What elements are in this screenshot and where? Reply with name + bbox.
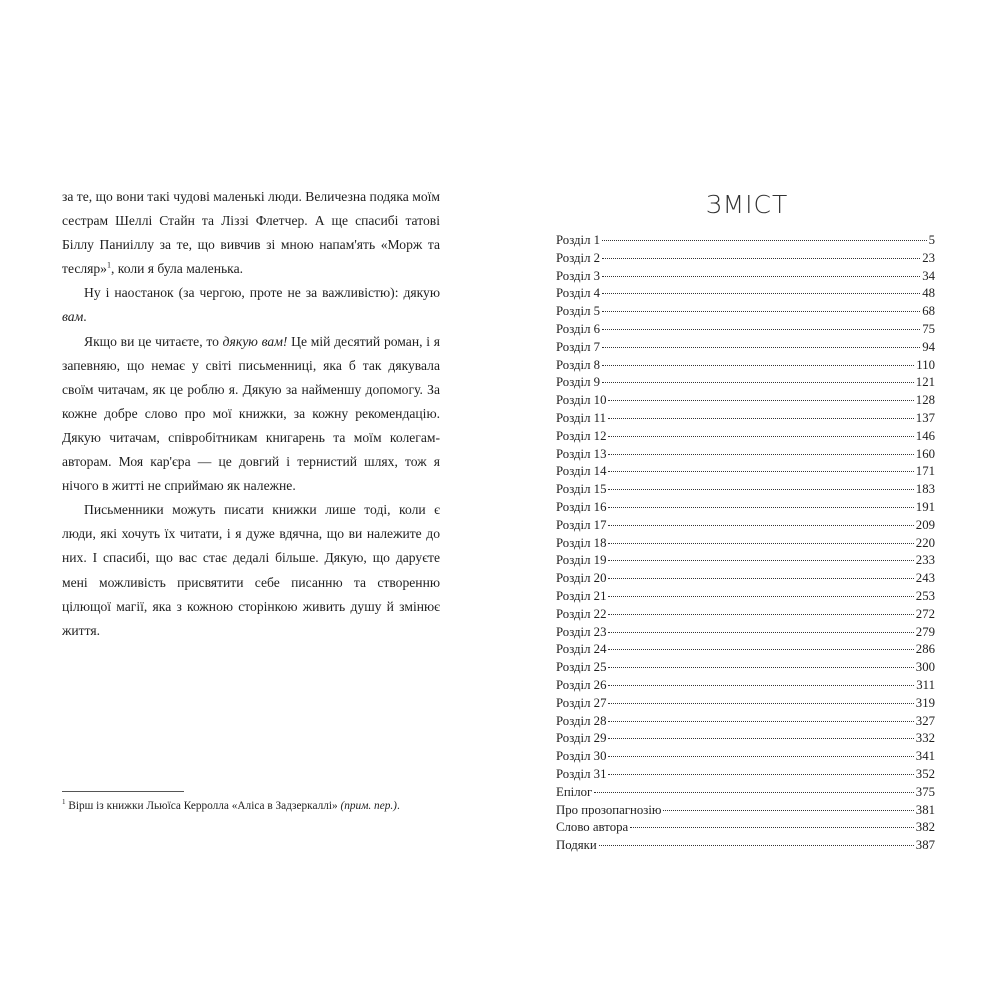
toc-dot-leader <box>608 578 913 579</box>
toc-dot-leader <box>608 418 914 419</box>
toc-entry-label: Слово автора <box>556 820 629 835</box>
paragraph-3-text-a: Якщо ви це читаєте, то <box>84 333 223 349</box>
toc-dot-leader <box>608 667 913 668</box>
toc-dot-leader <box>663 810 913 811</box>
toc-entry[interactable] <box>556 339 935 357</box>
toc-dot-leader <box>608 721 913 722</box>
toc-dot-leader <box>608 756 913 757</box>
toc-entry-label: Епілог <box>556 784 593 799</box>
footnote-reference[interactable]: 1 <box>106 260 111 270</box>
toc-entry-page: 387 <box>915 838 935 853</box>
toc-dot-leader <box>608 774 913 775</box>
toc-dot-leader <box>608 685 914 686</box>
toc-entry[interactable] <box>556 481 935 499</box>
toc-entry-label: Про прозопагнозію <box>556 802 662 817</box>
toc-entry-label: Розділ 14 <box>556 464 607 479</box>
toc-entry-page: 191 <box>915 499 935 514</box>
toc-entry-label: Розділ 3 <box>556 268 601 283</box>
toc-entry[interactable] <box>556 374 935 392</box>
toc-entry[interactable] <box>556 428 935 446</box>
toc-entry-page: 110 <box>916 357 935 372</box>
toc-entry[interactable] <box>556 730 935 748</box>
footnote <box>62 799 482 813</box>
toc-entry-page: 5 <box>928 233 935 247</box>
toc-entry-page: 68 <box>922 304 935 319</box>
toc-entry-label: Подяки <box>556 838 597 853</box>
toc-dot-leader <box>602 365 914 366</box>
toc-entry-label: Розділ 2 <box>556 250 601 265</box>
toc-dot-leader <box>602 382 914 383</box>
toc-entry-page: 375 <box>915 784 935 799</box>
toc-entry-label: Розділ 12 <box>556 428 607 443</box>
toc-dot-leader <box>608 489 913 490</box>
toc-dot-leader <box>602 258 920 259</box>
toc-entry-label: Розділ 7 <box>556 339 601 354</box>
toc-entry[interactable] <box>556 303 935 321</box>
toc-entry[interactable] <box>556 624 935 642</box>
toc-entry-page: 146 <box>915 428 935 443</box>
toc-entry-page: 341 <box>915 749 935 764</box>
toc-entry[interactable] <box>556 641 935 659</box>
paragraph-2-text-b: . <box>83 309 87 325</box>
toc-dot-leader <box>594 792 914 793</box>
toc-entry-page: 319 <box>915 695 935 710</box>
paragraph-3-italic: дякую вам! <box>222 333 288 349</box>
toc-entry[interactable] <box>556 659 935 677</box>
toc-entry-label: Розділ 26 <box>556 677 607 692</box>
toc-entry-label: Розділ 30 <box>556 749 607 764</box>
toc-entry-label: Розділ 25 <box>556 660 607 675</box>
toc-dot-leader <box>608 543 913 544</box>
toc-entry-label: Розділ 27 <box>556 695 607 710</box>
toc-entry[interactable] <box>556 819 935 837</box>
toc-entry-page: 382 <box>915 820 935 835</box>
toc-entry-label: Розділ 5 <box>556 304 601 319</box>
toc-entry-page: 220 <box>915 535 935 550</box>
toc-entry[interactable] <box>556 357 935 375</box>
toc-entry-label: Розділ 4 <box>556 286 601 301</box>
toc-dot-leader <box>602 347 920 348</box>
toc-entry-label: Розділ 6 <box>556 321 601 336</box>
toc-entry-page: 272 <box>915 606 935 621</box>
toc-entry-page: 209 <box>915 517 935 532</box>
table-of-contents <box>556 232 935 855</box>
toc-entry[interactable] <box>556 837 935 855</box>
toc-entry-label: Розділ 9 <box>556 375 601 390</box>
toc-dot-leader <box>608 703 913 704</box>
toc-entry[interactable] <box>556 713 935 731</box>
toc-entry-label: Розділ 24 <box>556 642 607 657</box>
toc-entry-page: 137 <box>915 410 935 425</box>
paragraph-2 <box>62 281 440 329</box>
toc-entry-page: 332 <box>915 731 935 746</box>
toc-entry-page: 286 <box>915 642 935 657</box>
toc-dot-leader <box>608 614 913 615</box>
toc-dot-leader <box>608 507 913 508</box>
paragraph-3-text-b: Це мій десятий роман, і я запевняю, що немає у світі письменниці, яка б так дякувала своїм читачам, як це роблю я. Дякую за найменшу допомогу. За кожне добре слово про мої книжки, за кожну рекомендацію. Дякую читачам, співробітникам книгарень та моїм колегам-авторам. Моя кар'єра — це довгий і тернистий шлях, тож я нічого в житті не сприймаю як належне. <box>62 333 441 494</box>
toc-entry[interactable] <box>556 588 935 606</box>
toc-entry-label: Розділ 13 <box>556 446 607 461</box>
toc-entry[interactable] <box>556 268 935 286</box>
toc-entry[interactable] <box>556 766 935 784</box>
toc-entry[interactable] <box>556 250 935 268</box>
toc-dot-leader <box>602 240 927 241</box>
toc-entry[interactable] <box>556 517 935 535</box>
toc-entry[interactable] <box>556 535 935 553</box>
toc-entry-label: Розділ 31 <box>556 766 607 781</box>
paragraph-2-text-a: Ну і наостанок (за чергою, проте не за важливістю): дякую <box>84 285 440 301</box>
toc-entry[interactable] <box>556 410 935 428</box>
toc-entry-page: 128 <box>915 393 935 408</box>
toc-entry-page: 48 <box>922 286 935 301</box>
toc-dot-leader <box>608 560 913 561</box>
toc-entry-page: 34 <box>922 268 935 283</box>
toc-dot-leader <box>608 525 913 526</box>
toc-entry[interactable] <box>556 677 935 695</box>
toc-entry-page: 352 <box>915 766 935 781</box>
toc-entry-page: 23 <box>922 250 935 265</box>
toc-dot-leader <box>602 329 920 330</box>
toc-entry-label: Розділ 16 <box>556 499 607 514</box>
paragraph-4: Письменники можуть писати книжки лише тоді, коли є люди, які хочуть їх читати, і я дуже вдячна, що ви належите до них. І спасибі, що вас стає дедалі більше. Дякую, що даруєте мені можливість присвятити себе писанню та створенню цілющої магії, яка з кожною сторінкою живить душу й змінює життя. <box>62 502 440 638</box>
toc-entry[interactable] <box>556 285 935 303</box>
toc-dot-leader <box>602 293 920 294</box>
toc-entry-page: 183 <box>915 482 935 497</box>
toc-dot-leader <box>602 311 920 312</box>
toc-dot-leader <box>608 436 913 437</box>
toc-dot-leader <box>602 276 920 277</box>
toc-dot-leader <box>599 845 914 846</box>
toc-entry[interactable] <box>556 552 935 570</box>
toc-entry-label: Розділ 15 <box>556 482 607 497</box>
toc-entry-page: 243 <box>915 571 935 586</box>
toc-entry-label: Розділ 21 <box>556 588 607 603</box>
toc-entry-label: Розділ 10 <box>556 393 607 408</box>
toc-entry-label: Розділ 17 <box>556 517 607 532</box>
toc-entry[interactable] <box>556 802 935 820</box>
toc-dot-leader <box>608 632 913 633</box>
toc-entry-page: 327 <box>915 713 935 728</box>
toc-entry-label: Розділ 19 <box>556 553 607 568</box>
toc-entry-page: 121 <box>915 375 935 390</box>
paragraph-3 <box>62 330 440 499</box>
toc-entry[interactable] <box>556 748 935 766</box>
toc-dot-leader <box>608 471 913 472</box>
toc-dot-leader <box>608 454 913 455</box>
toc-entry[interactable] <box>556 392 935 410</box>
toc-dot-leader <box>608 738 913 739</box>
paragraph-2-italic: вам <box>62 309 84 325</box>
paragraph-1-text-b: , коли я була маленька. <box>110 261 244 277</box>
toc-entry-label: Розділ 20 <box>556 571 607 586</box>
toc-dot-leader <box>608 649 913 650</box>
toc-entry[interactable] <box>556 695 935 713</box>
toc-entry-label: Розділ 29 <box>556 731 607 746</box>
toc-entry-label: Розділ 8 <box>556 357 601 372</box>
footnote-text: Вірш із книжки Льюїса Керролла «Аліса в Задзеркаллі» <box>65 800 341 812</box>
left-page-text <box>62 185 440 643</box>
toc-dot-leader <box>608 400 913 401</box>
toc-entry[interactable] <box>556 570 935 588</box>
toc-entry-page: 233 <box>915 553 935 568</box>
toc-entry[interactable] <box>556 232 935 250</box>
toc-entry-page: 94 <box>922 339 935 354</box>
toc-entry[interactable] <box>556 784 935 802</box>
toc-entry[interactable] <box>556 499 935 517</box>
toc-entry[interactable] <box>556 321 935 339</box>
toc-entry-label: Розділ 11 <box>556 410 606 425</box>
toc-entry[interactable] <box>556 446 935 464</box>
paragraph-1 <box>62 185 440 281</box>
toc-entry-label: Розділ 1 <box>556 233 601 247</box>
footnote-mark: 1 <box>62 798 66 807</box>
toc-entry-page: 75 <box>922 321 935 336</box>
footnote-end: . <box>396 800 400 812</box>
toc-entry-page: 381 <box>915 802 935 817</box>
paragraph-1-text-a: за те, що вони такі чудові маленькі люди. Величезна подяка моїм сестрам Шеллі Стайн та Ліззі Флетчер. А ще спасибі татові Біллу Паниіллу за те, що вивчив зі мною напам'ять «Морж та тесляр» <box>62 189 441 277</box>
toc-dot-leader <box>608 596 913 597</box>
toc-entry-label: Розділ 28 <box>556 713 607 728</box>
toc-dot-leader <box>630 827 914 828</box>
toc-entry-page: 311 <box>916 677 935 692</box>
footnote-divider <box>62 791 184 792</box>
toc-entry-page: 160 <box>915 446 935 461</box>
toc-entry-page: 300 <box>915 660 935 675</box>
footnote-italic: (прим. пер.) <box>340 800 397 812</box>
toc-entry-label: Розділ 18 <box>556 535 607 550</box>
toc-entry[interactable] <box>556 463 935 481</box>
toc-entry-label: Розділ 23 <box>556 624 607 639</box>
toc-title: ЗМІСТ <box>705 190 789 219</box>
toc-entry-page: 171 <box>915 464 935 479</box>
toc-entry[interactable] <box>556 606 935 624</box>
toc-entry-label: Розділ 22 <box>556 606 607 621</box>
toc-entry-page: 279 <box>915 624 935 639</box>
toc-entry-page: 253 <box>915 588 935 603</box>
